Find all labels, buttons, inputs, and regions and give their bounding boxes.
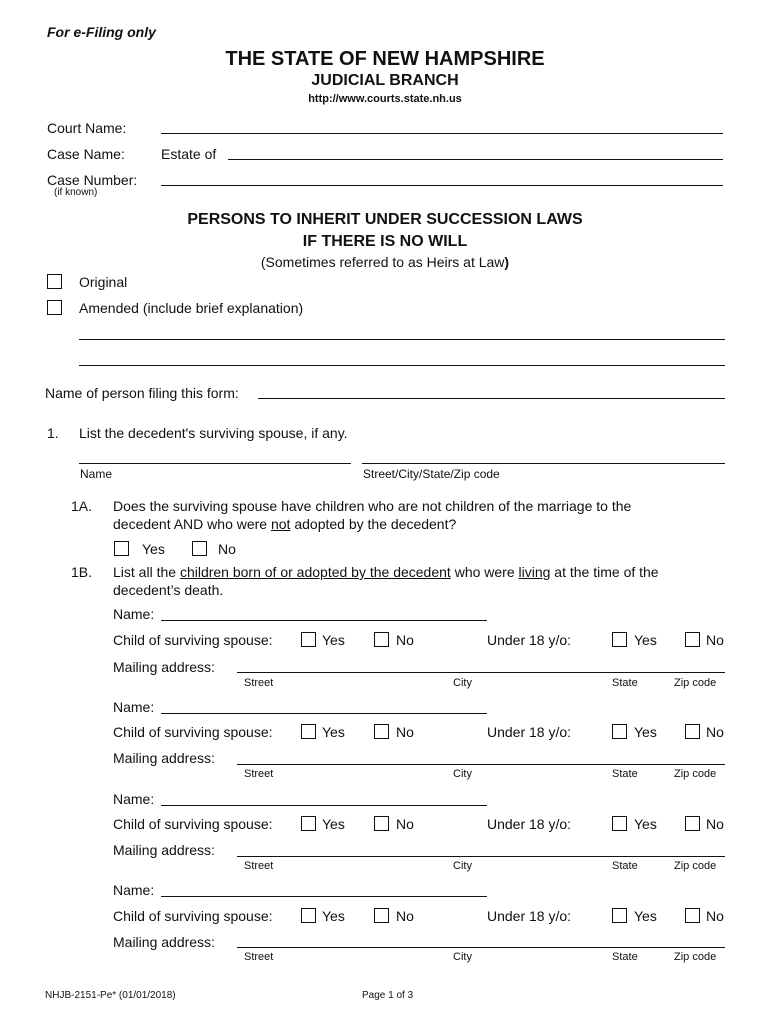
spouse-address-field[interactable] bbox=[362, 463, 725, 464]
child-name-label: Name: bbox=[113, 699, 155, 715]
state-caption: State bbox=[612, 860, 638, 872]
original-checkbox[interactable] bbox=[47, 274, 62, 292]
estate-of-label: Estate of bbox=[161, 146, 217, 162]
child-of-spouse-no-checkbox[interactable] bbox=[374, 632, 389, 650]
filer-label: Name of person filing this form: bbox=[45, 385, 239, 401]
child-of-spouse-yes-label: Yes bbox=[322, 816, 345, 832]
child-name-label: Name: bbox=[113, 791, 155, 807]
child-of-spouse-label: Child of surviving spouse: bbox=[113, 908, 273, 924]
form-title-line1: PERSONS TO INHERIT UNDER SUCCESSION LAWS bbox=[187, 211, 583, 228]
under18-no-checkbox[interactable] bbox=[685, 632, 700, 650]
under18-yes-checkbox[interactable] bbox=[612, 908, 627, 926]
child-of-spouse-no-label: No bbox=[396, 908, 414, 924]
q1a-no-label: No bbox=[218, 541, 236, 557]
child-of-spouse-label: Child of surviving spouse: bbox=[113, 632, 273, 648]
q1a-yes-checkbox[interactable] bbox=[114, 541, 129, 559]
street-caption: Street bbox=[244, 677, 274, 689]
court-name-label: Court Name: bbox=[47, 120, 127, 136]
form-id: NHJB-2151-Pe* (01/01/2018) bbox=[45, 990, 176, 1001]
q1b-line1: List all the children born of or adopted by the decedent who were living at the time of the bbox=[113, 564, 659, 580]
under18-label: Under 18 y/o: bbox=[487, 632, 572, 648]
mailing-address-field[interactable] bbox=[237, 764, 725, 765]
child-of-spouse-yes-checkbox[interactable] bbox=[301, 908, 316, 926]
form-subtitle: (Sometimes referred to as Heirs at Law) bbox=[260, 254, 510, 270]
child-of-spouse-label: Child of surviving spouse: bbox=[113, 724, 273, 740]
mailing-address-label: Mailing address: bbox=[113, 842, 215, 858]
state-caption: State bbox=[612, 951, 638, 963]
q1a-line2: decedent AND who were not adopted by the decedent? bbox=[113, 516, 457, 532]
original-label: Original bbox=[79, 274, 128, 290]
court-name-field[interactable] bbox=[161, 133, 723, 134]
case-number-field[interactable] bbox=[161, 185, 723, 186]
street-caption: Street bbox=[244, 951, 274, 963]
under18-no-label: No bbox=[706, 908, 724, 924]
under18-label: Under 18 y/o: bbox=[487, 908, 572, 924]
zip-caption: Zip code bbox=[674, 951, 717, 963]
child-of-spouse-yes-label: Yes bbox=[322, 724, 345, 740]
zip-caption: Zip code bbox=[674, 768, 717, 780]
under18-no-label: No bbox=[706, 724, 724, 740]
under18-no-checkbox[interactable] bbox=[685, 908, 700, 926]
q1a-yes-label: Yes bbox=[142, 541, 165, 557]
court-url[interactable]: http://www.courts.state.nh.us bbox=[308, 93, 462, 105]
under18-label: Under 18 y/o: bbox=[487, 724, 572, 740]
mailing-address-field[interactable] bbox=[237, 672, 725, 673]
city-caption: City bbox=[453, 768, 472, 780]
page-title: THE STATE OF NEW HAMPSHIRE bbox=[225, 48, 545, 70]
q1-text: List the decedent's surviving spouse, if any. bbox=[79, 425, 348, 441]
child-of-spouse-yes-checkbox[interactable] bbox=[301, 724, 316, 742]
case-name-field[interactable] bbox=[228, 159, 723, 160]
child-of-spouse-yes-label: Yes bbox=[322, 632, 345, 648]
filer-name-field[interactable] bbox=[258, 398, 725, 399]
efiling-note: For e-Filing only bbox=[47, 24, 156, 40]
child-of-spouse-label: Child of surviving spouse: bbox=[113, 816, 273, 832]
under18-yes-label: Yes bbox=[634, 632, 657, 648]
child-of-spouse-yes-checkbox[interactable] bbox=[301, 816, 316, 834]
spouse-name-caption: Name bbox=[80, 467, 113, 481]
if-known-note: (if known) bbox=[54, 187, 98, 198]
child-name-field[interactable] bbox=[161, 896, 487, 897]
under18-label: Under 18 y/o: bbox=[487, 816, 572, 832]
under18-yes-label: Yes bbox=[634, 724, 657, 740]
under18-no-label: No bbox=[706, 632, 724, 648]
form-title-line2: IF THERE IS NO WILL bbox=[302, 233, 468, 250]
q1b-number: 1B. bbox=[71, 564, 93, 580]
child-of-spouse-no-checkbox[interactable] bbox=[374, 724, 389, 742]
case-name-label: Case Name: bbox=[47, 146, 125, 162]
spouse-name-field[interactable] bbox=[79, 463, 351, 464]
street-caption: Street bbox=[244, 768, 274, 780]
child-of-spouse-no-checkbox[interactable] bbox=[374, 908, 389, 926]
mailing-address-field[interactable] bbox=[237, 856, 725, 857]
amended-checkbox[interactable] bbox=[47, 300, 62, 318]
q1a-no-checkbox[interactable] bbox=[192, 541, 207, 559]
zip-caption: Zip code bbox=[674, 860, 717, 872]
child-name-field[interactable] bbox=[161, 805, 487, 806]
under18-no-checkbox[interactable] bbox=[685, 724, 700, 742]
q1b-line2: decedent’s death. bbox=[113, 582, 224, 598]
child-name-field[interactable] bbox=[161, 713, 487, 714]
mailing-address-field[interactable] bbox=[237, 947, 725, 948]
city-caption: City bbox=[453, 677, 472, 689]
child-of-spouse-yes-label: Yes bbox=[322, 908, 345, 924]
branch-title: JUDICIAL BRANCH bbox=[311, 72, 459, 89]
child-of-spouse-no-checkbox[interactable] bbox=[374, 816, 389, 834]
under18-yes-label: Yes bbox=[634, 908, 657, 924]
page-number: Page 1 of 3 bbox=[362, 990, 414, 1001]
mailing-address-label: Mailing address: bbox=[113, 659, 215, 675]
q1a-number: 1A. bbox=[71, 498, 93, 514]
under18-yes-label: Yes bbox=[634, 816, 657, 832]
under18-yes-checkbox[interactable] bbox=[612, 724, 627, 742]
child-of-spouse-no-label: No bbox=[396, 632, 414, 648]
under18-yes-checkbox[interactable] bbox=[612, 816, 627, 834]
under18-yes-checkbox[interactable] bbox=[612, 632, 627, 650]
mailing-address-label: Mailing address: bbox=[113, 750, 215, 766]
amended-label: Amended (include brief explanation) bbox=[79, 300, 304, 316]
child-name-field[interactable] bbox=[161, 620, 487, 621]
q1-number: 1. bbox=[47, 425, 59, 441]
amended-explanation-line-2[interactable] bbox=[79, 365, 725, 366]
city-caption: City bbox=[453, 951, 472, 963]
under18-no-label: No bbox=[706, 816, 724, 832]
child-of-spouse-yes-checkbox[interactable] bbox=[301, 632, 316, 650]
mailing-address-label: Mailing address: bbox=[113, 934, 215, 950]
city-caption: City bbox=[453, 860, 472, 872]
state-caption: State bbox=[612, 768, 638, 780]
spouse-address-caption: Street/City/State/Zip code bbox=[363, 467, 500, 481]
amended-explanation-line-1[interactable] bbox=[79, 339, 725, 340]
case-number-label: Case Number: bbox=[47, 172, 138, 188]
state-caption: State bbox=[612, 677, 638, 689]
street-caption: Street bbox=[244, 860, 274, 872]
child-name-label: Name: bbox=[113, 606, 155, 622]
child-of-spouse-no-label: No bbox=[396, 724, 414, 740]
child-of-spouse-no-label: No bbox=[396, 816, 414, 832]
under18-no-checkbox[interactable] bbox=[685, 816, 700, 834]
child-name-label: Name: bbox=[113, 882, 155, 898]
q1a-line1: Does the surviving spouse have children who are not children of the marriage to the bbox=[113, 498, 632, 514]
zip-caption: Zip code bbox=[674, 677, 717, 689]
